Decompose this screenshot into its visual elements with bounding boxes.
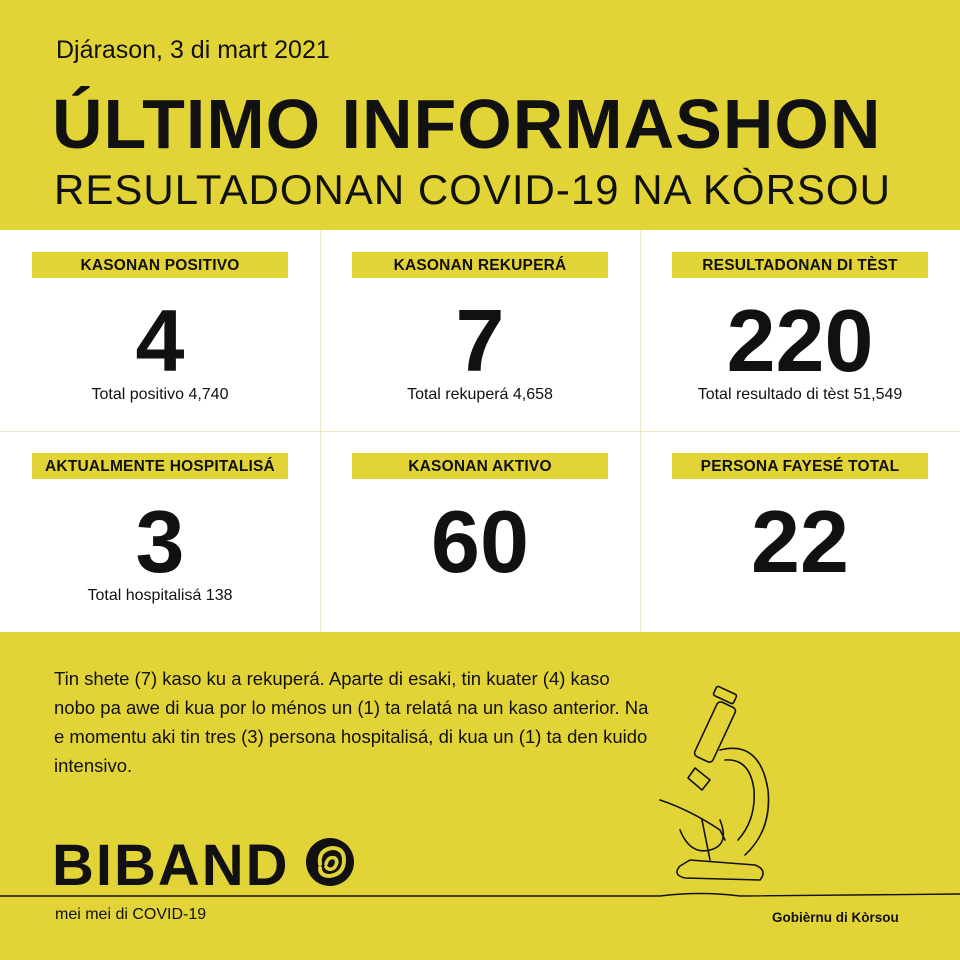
stat-value: 60 [431, 492, 529, 591]
stat-label: AKTUALMENTE HOSPITALISÁ [32, 453, 288, 479]
bibando-logo-icon [302, 834, 358, 890]
stat-value: 220 [726, 291, 874, 390]
stat-label: PERSONA FAYESÉ TOTAL [672, 453, 928, 479]
page-subtitle: RESULTADONAN COVID-19 NA KÒRSOU [54, 166, 891, 213]
tagline: mei mei di COVID-19 [55, 906, 207, 923]
stat-label: RESULTADONAN DI TÈST [672, 252, 928, 278]
stat-value: 4 [135, 291, 185, 390]
stat-card-positive-cases [0, 230, 320, 431]
stat-card-deaths [640, 431, 960, 632]
stat-value: 7 [455, 291, 505, 390]
stat-total: Total positivo 4,740 [91, 386, 229, 403]
stat-card-recovered-cases [320, 230, 640, 431]
date-label: Djárason, 3 di mart 2021 [56, 36, 330, 64]
bibando-logo-text: BIBAND [52, 833, 290, 898]
stat-total: Total rekuperá 4,658 [407, 386, 553, 403]
stat-card-hospitalized [0, 431, 320, 632]
government-label: Gobièrnu di Kòrsou [772, 910, 899, 925]
page-title: ÚLTIMO INFORMASHON [52, 85, 882, 163]
stat-card-test-results [640, 230, 960, 431]
stat-label: KASONAN POSITIVO [32, 252, 288, 278]
stat-card-active-cases [320, 431, 640, 632]
microscope-icon [650, 680, 790, 900]
stat-label: KASONAN AKTIVO [352, 453, 608, 479]
stat-total: Total resultado di tèst 51,549 [697, 386, 903, 403]
stat-value: 3 [135, 492, 185, 591]
stat-total: Total hospitalisá 138 [87, 587, 233, 604]
stat-value: 22 [751, 492, 849, 591]
summary-paragraph: Tin shete (7) kaso ku a rekuperá. Aparte di esaki, tin kuater (4) kaso nobo pa awe di kua por lo ménos un (1) ta relatá na un kaso anterior. Na e momentu aki tin tres (3) persona hospitalisá, di kua un (1) ta den kuido intensivo. [54, 668, 649, 776]
stats-grid [0, 230, 960, 632]
stat-label: KASONAN REKUPERÁ [352, 252, 608, 278]
